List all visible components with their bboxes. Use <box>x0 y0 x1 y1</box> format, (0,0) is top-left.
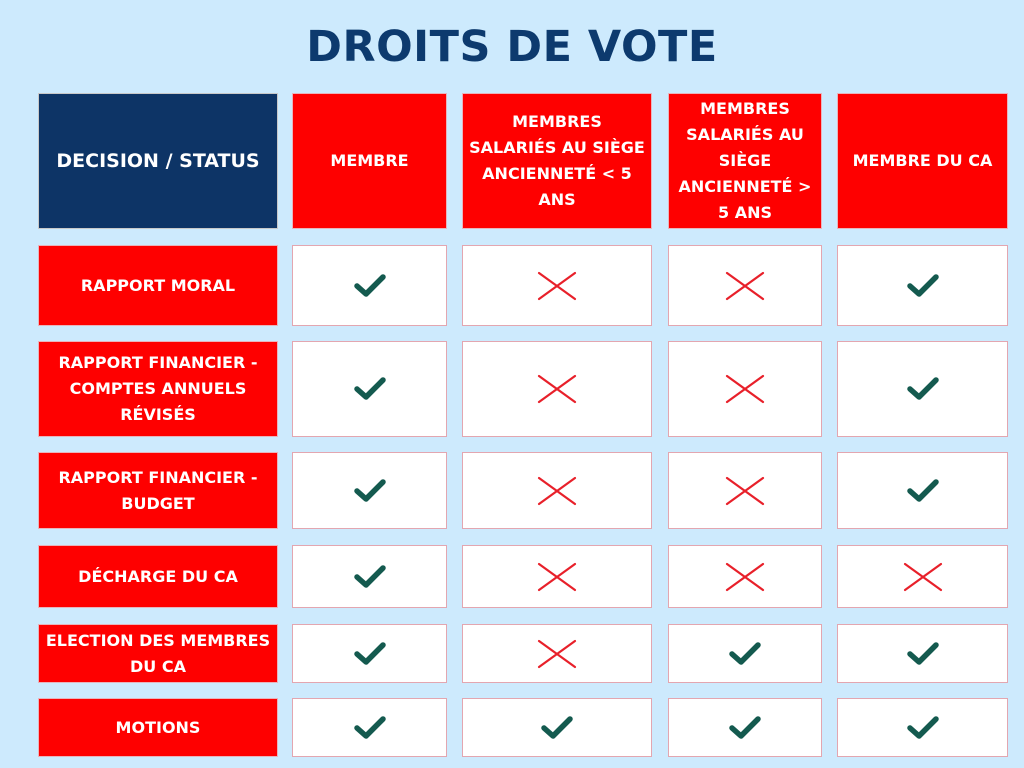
row-label <box>38 245 278 326</box>
vote-cell <box>837 452 1008 529</box>
vote-cell <box>462 341 652 437</box>
checkmark-icon <box>540 715 574 741</box>
cross-icon <box>725 271 765 301</box>
row-label-text: RAPPORT FINANCIER - BUDGET <box>58 467 258 513</box>
vote-cell <box>668 698 822 757</box>
row-label-text: DÉCHARGE DU CA <box>78 566 238 586</box>
cross-icon <box>537 476 577 506</box>
checkmark-icon <box>906 478 940 504</box>
checkmark-icon <box>728 641 762 667</box>
checkmark-icon <box>728 715 762 741</box>
cross-icon <box>537 562 577 592</box>
header-salaries-plus-5 <box>668 93 822 229</box>
vote-cell <box>668 452 822 529</box>
cross-icon <box>725 562 765 592</box>
header-membre-ca <box>837 93 1008 229</box>
checkmark-icon <box>906 273 940 299</box>
vote-cell <box>292 545 447 608</box>
vote-cell <box>292 245 447 326</box>
header-membre <box>292 93 447 229</box>
vote-cell <box>668 624 822 683</box>
vote-cell <box>292 698 447 757</box>
checkmark-icon <box>906 641 940 667</box>
row-label <box>38 698 278 757</box>
header-membre-label: MEMBRE <box>330 151 409 170</box>
checkmark-icon <box>353 376 387 402</box>
cross-icon <box>725 476 765 506</box>
row-label <box>38 545 278 608</box>
cross-icon <box>725 374 765 404</box>
checkmark-icon <box>353 564 387 590</box>
header-salaries-moins-5 <box>462 93 652 229</box>
checkmark-icon <box>353 478 387 504</box>
header-decision-label: DECISION / STATUS <box>56 150 260 172</box>
vote-cell <box>837 545 1008 608</box>
row-label-text: ELECTION DES MEMBRES DU CA <box>45 630 271 676</box>
vote-cell <box>668 245 822 326</box>
row-label <box>38 452 278 529</box>
header-membre-ca-label: MEMBRE DU CA <box>852 151 993 170</box>
checkmark-icon <box>906 715 940 741</box>
vote-cell <box>462 624 652 683</box>
checkmark-icon <box>353 273 387 299</box>
vote-cell <box>837 698 1008 757</box>
row-label-text: RAPPORT FINANCIER - COMPTES ANNUELS RÉVISÉS <box>58 353 258 424</box>
row-label-text: MOTIONS <box>115 717 201 737</box>
vote-cell <box>837 624 1008 683</box>
header-salaries-plus-5-label: MEMBRES SALARIÉS AU SIÈGE ANCIENNETÉ > 5 ANS <box>678 99 812 222</box>
header-salaries-moins-5-label: MEMBRES SALARIÉS AU SIÈGE ANCIENNETÉ < 5 ANS <box>469 112 645 209</box>
vote-cell <box>292 624 447 683</box>
page-title: DROITS DE VOTE <box>306 22 718 72</box>
checkmark-icon <box>906 376 940 402</box>
cross-icon <box>537 639 577 669</box>
cross-icon <box>537 271 577 301</box>
vote-cell <box>462 452 652 529</box>
vote-cell <box>462 545 652 608</box>
row-label-text: RAPPORT MORAL <box>80 275 236 295</box>
vote-cell <box>837 245 1008 326</box>
row-label <box>38 341 278 437</box>
vote-cell <box>837 341 1008 437</box>
row-label <box>38 624 278 683</box>
vote-cell <box>292 452 447 529</box>
vote-cell <box>292 341 447 437</box>
checkmark-icon <box>353 641 387 667</box>
header-decision-status <box>38 93 278 229</box>
vote-cell <box>668 545 822 608</box>
cross-icon <box>903 562 943 592</box>
vote-cell <box>668 341 822 437</box>
vote-cell <box>462 698 652 757</box>
checkmark-icon <box>353 715 387 741</box>
cross-icon <box>537 374 577 404</box>
vote-cell <box>462 245 652 326</box>
